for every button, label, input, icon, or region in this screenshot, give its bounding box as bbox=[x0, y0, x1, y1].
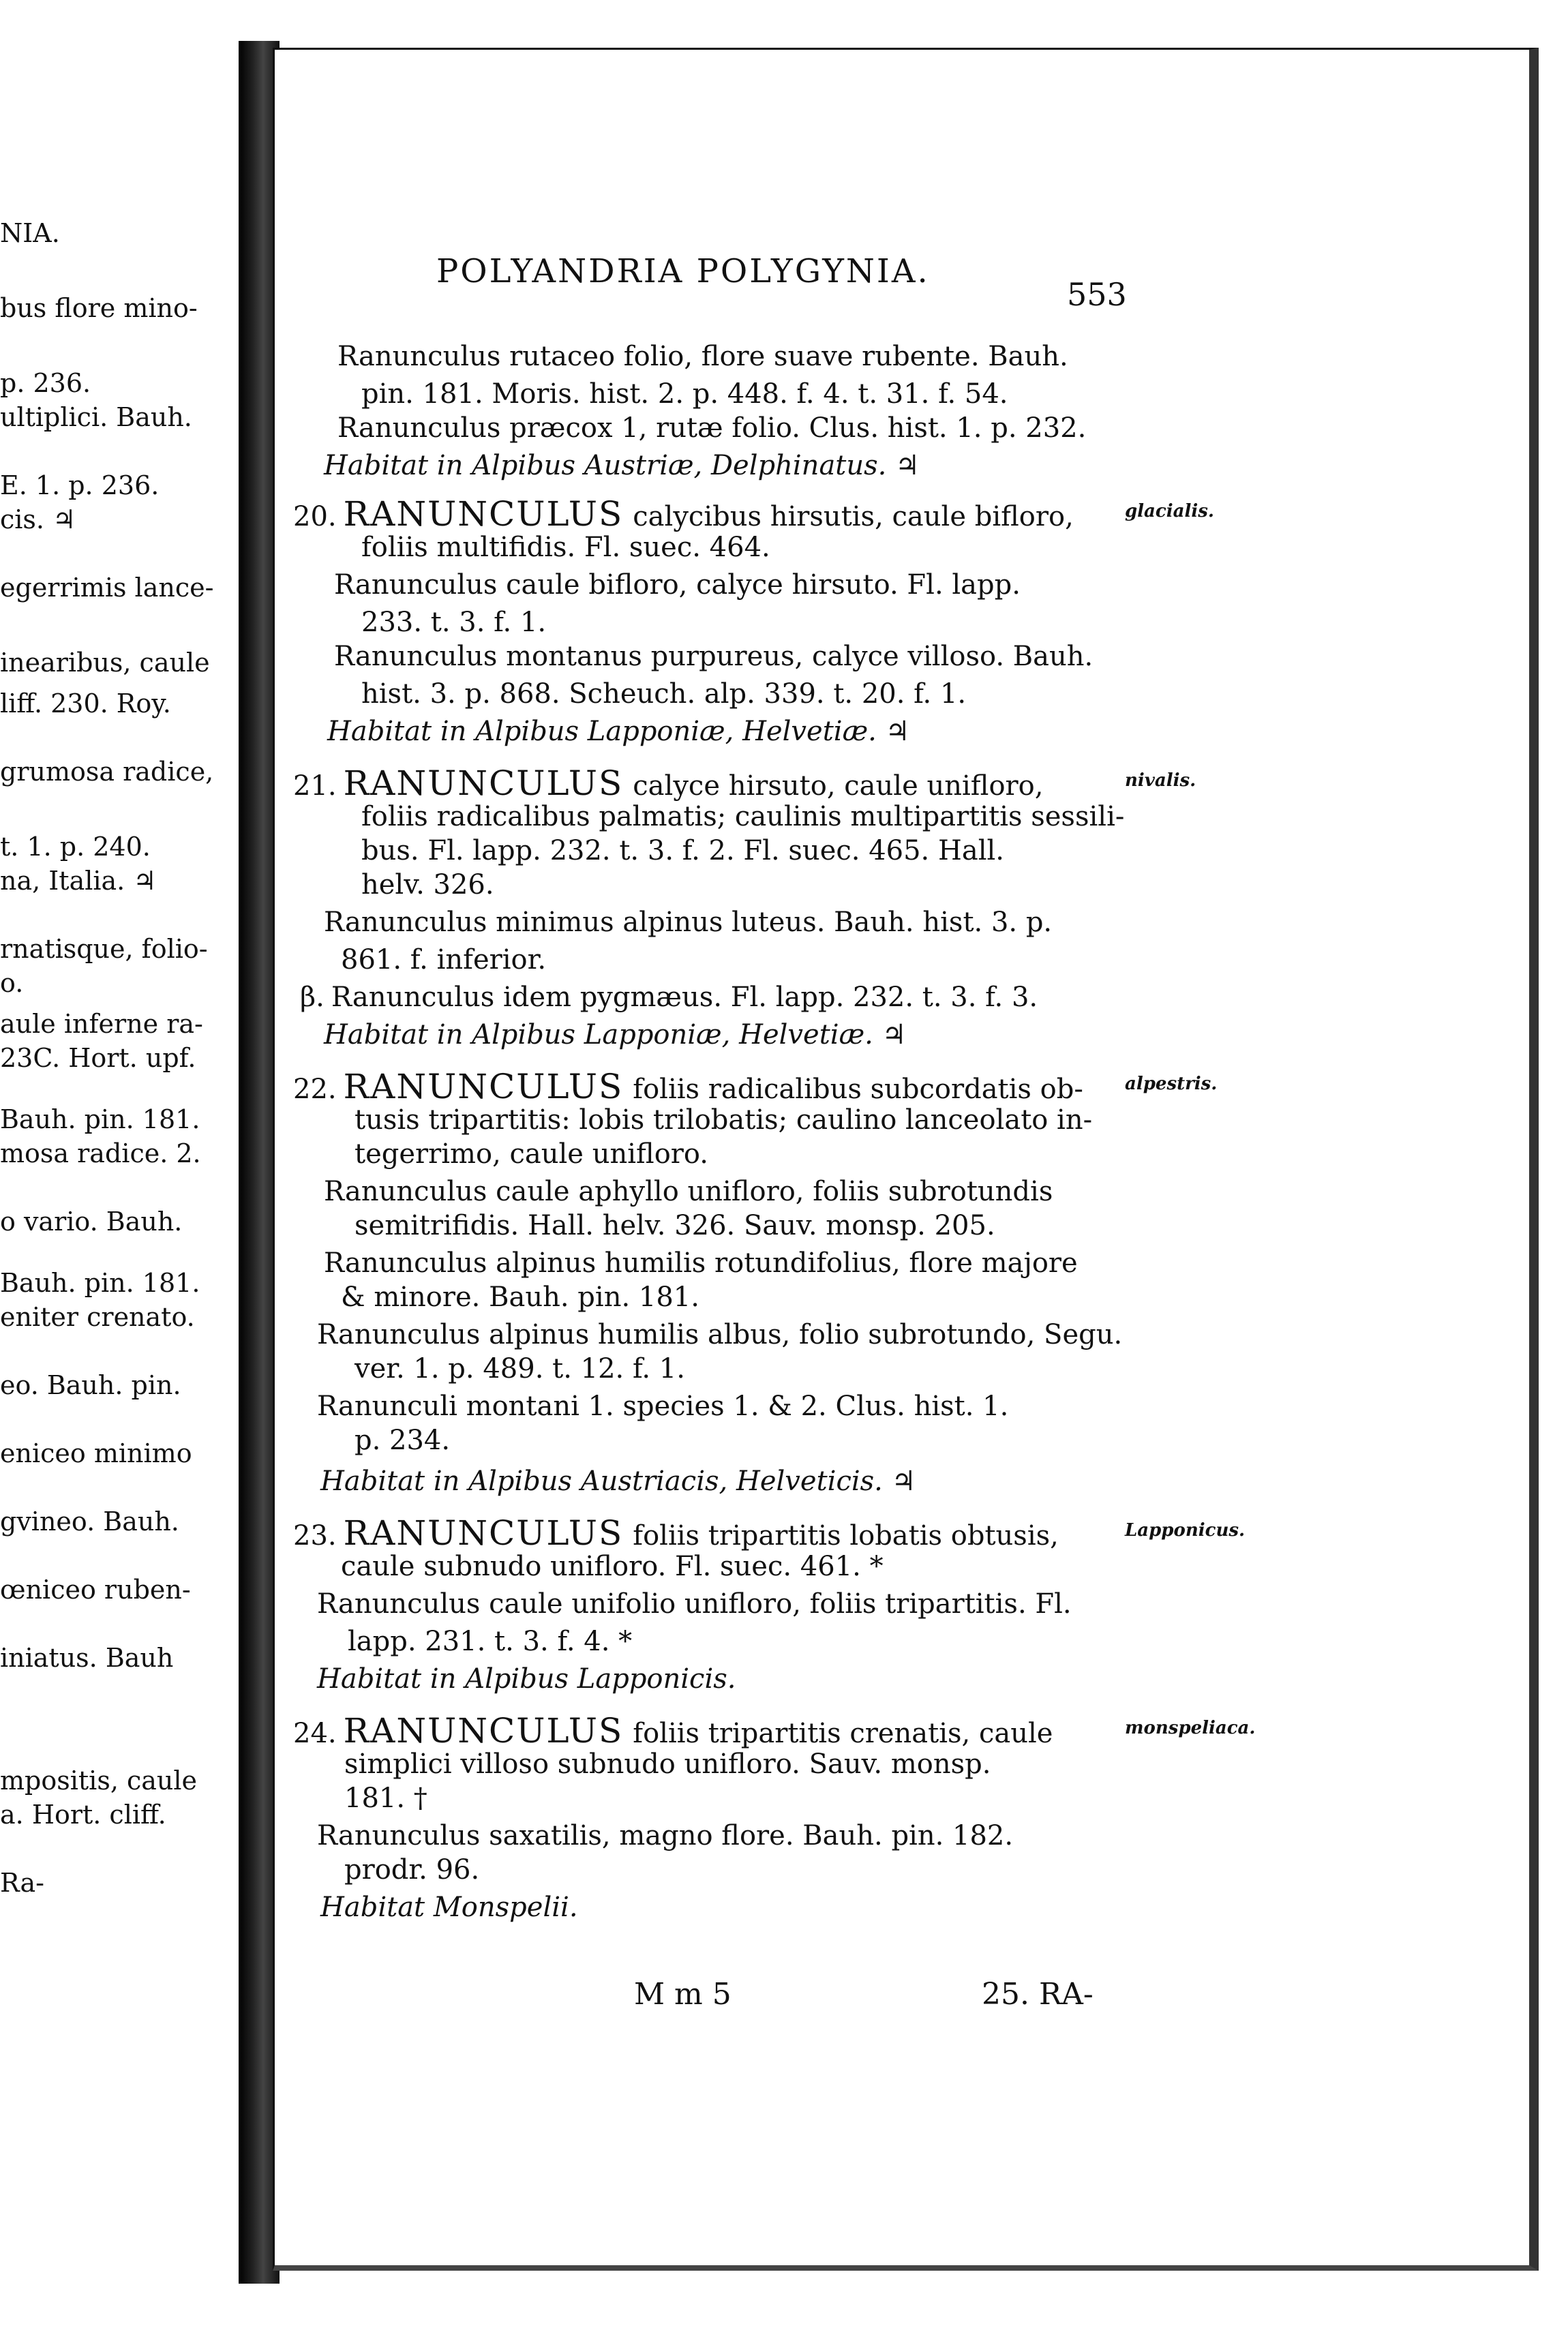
entry-text: pin. 181. Moris. hist. 2. p. 448. f. 4. t. 31. f. 54. bbox=[361, 378, 1008, 410]
margin-species-name: monspeliaca. bbox=[1125, 1718, 1256, 1738]
text-line bbox=[361, 378, 1008, 410]
page-number: 553 bbox=[1067, 276, 1127, 313]
text-line bbox=[293, 1711, 1053, 1751]
facing-page-line: eniceo minimo bbox=[0, 1438, 192, 1468]
facing-page-line: mosa radice. 2. bbox=[0, 1138, 201, 1168]
facing-page-line: Bauh. pin. 181. bbox=[0, 1104, 200, 1134]
entry-text: Habitat in Alpibus Austriæ, Delphinatus. ♃ bbox=[324, 450, 920, 481]
text-line bbox=[341, 1551, 884, 1582]
text-line bbox=[293, 1513, 1059, 1553]
entry-number: β. bbox=[300, 982, 325, 1013]
entry-text: Ranunculus alpinus humilis rotundifolius, flore majore bbox=[324, 1247, 1078, 1279]
genus-name: RANUNCULUS bbox=[343, 1711, 624, 1751]
facing-page-line: rnatisque, folio- bbox=[0, 934, 208, 964]
text-line bbox=[341, 944, 546, 975]
text-line bbox=[355, 1425, 450, 1456]
entry-number: 24. bbox=[293, 1718, 337, 1749]
entry-text: foliis tripartitis lobatis obtusis, bbox=[633, 1520, 1059, 1552]
catchword: 25. RA- bbox=[982, 1977, 1094, 2012]
text-line bbox=[317, 1319, 1122, 1350]
genus-name: RANUNCULUS bbox=[343, 763, 624, 803]
facing-page-line: Ε. 1. p. 236. bbox=[0, 470, 160, 500]
text-line bbox=[324, 907, 1052, 938]
facing-page-line: Bauh. pin. 181. bbox=[0, 1268, 200, 1298]
entry-text: p. 234. bbox=[355, 1425, 451, 1456]
entry-text: ver. 1. p. 489. t. 12. f. 1. bbox=[355, 1353, 685, 1385]
entry-text: Ranunculus idem pygmæus. Fl. lapp. 232. t. 3. f. 3. bbox=[331, 982, 1038, 1013]
entry-text: Ranunculi montani 1. species 1. & 2. Clus. hist. 1. bbox=[317, 1391, 1009, 1422]
entry-text: lapp. 231. t. 3. f. 4. * bbox=[348, 1626, 633, 1657]
facing-page-line: egerrimis lance- bbox=[0, 573, 214, 603]
entry-text: tusis tripartitis: lobis trilobatis; caulino lanceolato in- bbox=[355, 1104, 1093, 1136]
entry-text: calyce hirsuto, caule unifloro, bbox=[633, 770, 1044, 802]
entry-text: tegerrimo, caule unifloro. bbox=[355, 1138, 708, 1170]
entry-text: Ranunculus caule bifloro, calyce hirsuto. Fl. lapp. bbox=[334, 569, 1021, 601]
text-line bbox=[317, 1820, 1013, 1851]
facing-page-line: NIA. bbox=[0, 218, 60, 248]
text-line bbox=[337, 341, 1068, 372]
entry-text: 233. t. 3. f. 1. bbox=[361, 607, 547, 638]
facing-page-line: eo. Bauh. pin. bbox=[0, 1370, 181, 1400]
entry-text: Ranunculus montanus purpureus, calyce villoso. Bauh. bbox=[334, 641, 1094, 672]
text-line bbox=[317, 1391, 1008, 1422]
entry-text: bus. Fl. lapp. 232. t. 3. f. 2. Fl. suec. 465. Hall. bbox=[361, 835, 1005, 866]
text-line bbox=[334, 569, 1021, 601]
facing-page-line: gvineo. Bauh. bbox=[0, 1507, 179, 1537]
entry-text: Habitat Monspelii. bbox=[320, 1892, 578, 1923]
facing-page-line: mpositis, caule bbox=[0, 1766, 198, 1796]
margin-species-name: alpestris. bbox=[1125, 1074, 1218, 1094]
entry-text: Habitat in Alpibus Lapponiæ, Helvetiæ. ♃ bbox=[324, 1019, 907, 1050]
running-header: POLYANDRIA POLYGYNIA. bbox=[436, 252, 930, 290]
facing-page-line: o vario. Bauh. bbox=[0, 1207, 183, 1237]
facing-page-line: cis. ♃ bbox=[0, 504, 76, 534]
facing-page-line: bus flore mino- bbox=[0, 293, 198, 323]
entry-text: foliis radicalibus palmatis; caulinis multipartitis sessili- bbox=[361, 801, 1125, 832]
entry-text: & minore. Bauh. pin. 181. bbox=[341, 1282, 699, 1313]
facing-page-line: inearibus, caule bbox=[0, 648, 210, 678]
facing-page-line: grumosa radice, bbox=[0, 757, 214, 787]
text-line bbox=[361, 869, 494, 901]
facing-page-line: t. 1. p. 240. bbox=[0, 832, 151, 862]
entry-text: Ranunculus saxatilis, magno flore. Bauh. pin. 182. bbox=[317, 1820, 1014, 1851]
text-line bbox=[355, 1353, 685, 1385]
entry-text: semitrifidis. Hall. helv. 326. Sauv. monsp. 205. bbox=[355, 1210, 995, 1241]
text-line bbox=[317, 1588, 1072, 1620]
entry-text: Ranunculus caule unifolio unifloro, foliis tripartitis. Fl. bbox=[317, 1588, 1072, 1620]
entry-text: simplici villoso subnudo unifloro. Sauv. monsp. bbox=[344, 1749, 991, 1780]
text-line bbox=[361, 532, 770, 563]
text-line bbox=[327, 716, 909, 747]
facing-page-line: p. 236. bbox=[0, 368, 91, 398]
signature-mark: M m 5 bbox=[634, 1977, 732, 2012]
margin-species-name: Lapponicus. bbox=[1125, 1520, 1246, 1541]
text-line bbox=[334, 641, 1093, 672]
text-line bbox=[341, 1282, 699, 1313]
entry-text: foliis tripartitis crenatis, caule bbox=[633, 1718, 1053, 1749]
entry-text: 181. † bbox=[344, 1783, 427, 1814]
text-line bbox=[324, 1176, 1053, 1207]
entry-text: 861. f. inferior. bbox=[341, 944, 547, 975]
facing-page-fragment bbox=[0, 41, 235, 2263]
text-line bbox=[344, 1854, 479, 1886]
entry-text: caule subnudo unifloro. Fl. suec. 461. * bbox=[341, 1551, 884, 1582]
text-line bbox=[355, 1210, 995, 1241]
facing-page-line: 23C. Hort. upf. bbox=[0, 1043, 196, 1073]
entry-text: Ranunculus minimus alpinus luteus. Bauh. hist. 3. p. bbox=[324, 907, 1053, 938]
text-line bbox=[344, 1783, 427, 1814]
facing-page-line: Ra- bbox=[0, 1868, 44, 1898]
entry-text: Habitat in Alpibus Austriacis, Helveticis. ♃ bbox=[320, 1466, 916, 1497]
facing-page-line: œniceo ruben- bbox=[0, 1575, 191, 1605]
entry-text: foliis radicalibus subcordatis ob- bbox=[633, 1074, 1083, 1105]
margin-species-name: glacialis. bbox=[1125, 501, 1214, 521]
text-line bbox=[361, 678, 966, 710]
text-line bbox=[324, 450, 920, 481]
text-line bbox=[293, 494, 1074, 534]
text-line bbox=[300, 982, 1038, 1013]
text-line bbox=[361, 835, 1004, 866]
entry-text: Ranunculus rutaceo folio, flore suave rubente. Bauh. bbox=[337, 341, 1068, 372]
text-line bbox=[324, 1247, 1078, 1279]
entry-text: Habitat in Alpibus Lapponicis. bbox=[317, 1663, 736, 1695]
entry-text: Ranunculus caule aphyllo unifloro, foliis subrotundis bbox=[324, 1176, 1053, 1207]
entry-number: 23. bbox=[293, 1520, 337, 1552]
entry-number: 21. bbox=[293, 770, 337, 802]
facing-page-line: o. bbox=[0, 968, 24, 998]
facing-page-line: ultiplici. Bauh. bbox=[0, 402, 192, 432]
entry-text: hist. 3. p. 868. Scheuch. alp. 339. t. 20. f. 1. bbox=[361, 678, 967, 710]
text-line bbox=[337, 412, 1086, 444]
entry-text: Habitat in Alpibus Lapponiæ, Helvetiæ. ♃ bbox=[327, 716, 910, 747]
entry-text: prodr. 96. bbox=[344, 1854, 480, 1886]
entry-number: 20. bbox=[293, 501, 337, 532]
text-line bbox=[320, 1466, 916, 1497]
genus-name: RANUNCULUS bbox=[343, 1067, 624, 1106]
text-line bbox=[355, 1104, 1092, 1136]
facing-page-line: a. Hort. cliff. bbox=[0, 1800, 166, 1830]
text-line bbox=[344, 1749, 991, 1780]
genus-name: RANUNCULUS bbox=[343, 494, 624, 534]
text-line bbox=[320, 1892, 578, 1923]
facing-page-line: liff. 230. Roy. bbox=[0, 689, 171, 718]
text-line bbox=[293, 1067, 1083, 1106]
margin-species-name: nivalis. bbox=[1125, 770, 1196, 791]
genus-name: RANUNCULUS bbox=[343, 1513, 624, 1553]
text-line bbox=[324, 1019, 906, 1050]
entry-text: Ranunculus alpinus humilis albus, folio subrotundo, Segu. bbox=[317, 1319, 1123, 1350]
facing-page-line: na, Italia. ♃ bbox=[0, 866, 157, 896]
text-line bbox=[348, 1626, 632, 1657]
text-line bbox=[317, 1663, 736, 1695]
text-line bbox=[361, 801, 1124, 832]
entry-text: calycibus hirsutis, caule bifloro, bbox=[633, 501, 1074, 532]
entry-number: 22. bbox=[293, 1074, 337, 1105]
entry-text: helv. 326. bbox=[361, 869, 494, 901]
text-line bbox=[355, 1138, 708, 1170]
facing-page-line: eniter crenato. bbox=[0, 1302, 195, 1332]
text-line bbox=[361, 607, 546, 638]
text-line bbox=[293, 763, 1043, 803]
entry-text: foliis multifidis. Fl. suec. 464. bbox=[361, 532, 770, 563]
facing-page-line: aule inferne ra- bbox=[0, 1009, 203, 1039]
entry-text: Ranunculus præcox 1, rutæ folio. Clus. hist. 1. p. 232. bbox=[337, 412, 1087, 444]
facing-page-line: iniatus. Bauh bbox=[0, 1643, 174, 1673]
